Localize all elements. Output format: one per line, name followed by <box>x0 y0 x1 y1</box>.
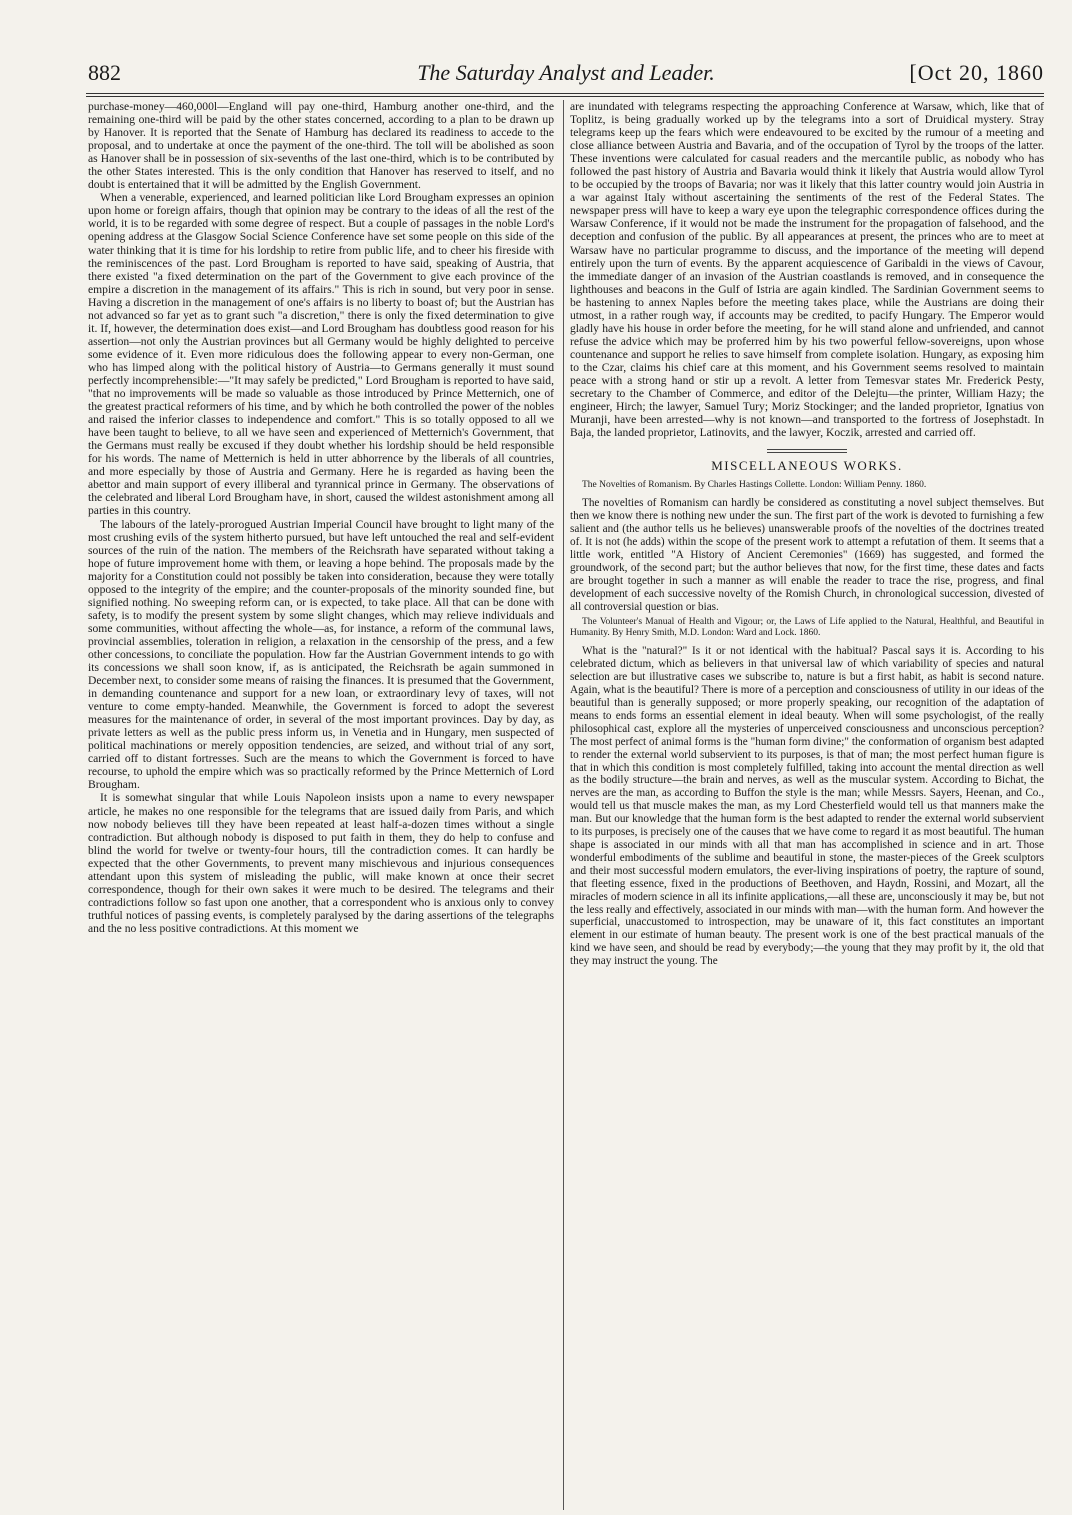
column-divider <box>563 100 564 1510</box>
paragraph: The labours of the lately-prorogued Austrian Imperial Council have brought to light many of the most crushing evils of the system hitherto pursued, but have left untouched the real and self-evident sources of the ruin of the nation. The members of the Reichsrath have separated without taking a hope of future improvement home with them, or leaving a hope behind. The proposals made by the majority for a Constitution could not possibly be taken into consideration, because they were totally opposed to the integrity of the empire; and the counter-proposals of the minority sounded fine, but signified nothing. No sweeping reform can, or is expected, to take place. All that can be done with safety, is to modify the present system by some slight changes, which may relieve individuals and some communities, without affecting the whole—as, for instance, a reform of the communal laws, provincial assemblies, toleration in religion, a relaxation in the censorship of the press, and a few other concessions, to conciliate the population. How far the Austrian Government intends to go with its concessions we shall soon know, if, as is anticipated, the Reichsrath be again summoned in December next, to consider some means of raising the finances. It is presumed that the Government, in demanding countenance and support for a new loan, or extraordinary levy of taxes, will not venture to come empty-handed. Meanwhile, the Government is forced to adopt the severest measures for the maintenance of order, in several of the most important provinces. Day by day, as private letters as well as the public press inform us, in Venetia and in Hungary, men suspected of political machinations or merely opposition tendencies, are seized, and without trial of any sort, carried off to distant fortresses. Such are the means to which the Government is forced to have recourse, to uphold the empire which was so practically reformed by the Prince Metternich of Lord Brougham. <box>88 517 554 792</box>
header-rule <box>86 93 1044 94</box>
paragraph: It is somewhat singular that while Louis Napoleon insists upon a name to every newspaper article, he makes no one responsible for the telegrams that are issued daily from Paris, and which now nobody believes till they have been repeated at least half-a-dozen times without a single contradiction. But although nobody is disposed to put faith in them, they do help to confuse and blind the world for twelve or twenty-four hours, till the contradiction comes. It can hardly be expected that the other Governments, to prevent many mischievous and injurious consequences attendant upon this system of misleading the public, will make known at once their secret correspondence, though for their own sakes it were much to be desired. The telegrams and their contradictions follow so fast upon one another, that a correspondent who is anxious only to convey truthful notices of passing events, is completely paralysed by the daring assertions of the telegraphs and the no less positive contradictions. At this moment we <box>88 791 554 935</box>
paragraph: purchase-money—460,000l—England will pay one-third, Hamburg another one-third, and the remaining one-third will be paid by the other states concerned, according to a plan to be drawn up by Hanover. It is reported that the Senate of Hamburg has declared its readiness to accede to the proposal, and to undertake at once the payment of the one-third. The toll will be abolished as soon as Hanover shall be in possession of six-sevenths of the last one-third, which is to be contributed by the other States interested. This is the only condition that Hanover has reserved to itself, and no doubt is entertained that it will be admitted by the English Government. <box>88 100 554 192</box>
page-number: 882 <box>88 60 121 85</box>
review-heading: The Novelties of Romanism. By Charles Hastings Collette. London: William Penny. 1860. <box>582 480 927 491</box>
section-title: MISCELLANEOUS WORKS. <box>711 458 903 474</box>
page-header <box>88 58 1044 90</box>
section-divider <box>767 449 847 453</box>
issue-date: [Oct 20, 1860 <box>909 60 1044 85</box>
paragraph: are inundated with telegrams respecting the approaching Conference at Warsaw, which, like that of Toplitz, is being gradually worked up by the telegrams into a sort of Druidical mystery. Stray telegrams keep up the fears which were endeavoured to be excited by the rumour of a meeting and close alliance between Austria and Bavaria, and of the occupation of Tyrol by the troops of the latter. These inventions were calculated for casual readers and the mercantile public, as nobody who has followed the past history of Austria and Bavaria would think it likely that Austria would allow Tyrol to be occupied by the troops of Bavaria; nor was it likely that this latter country would join Austria in a war against Italy without ascertaining the sentiments of the rest of the Federal States. The newspaper press will have to keep a wary eye upon the telegraphic correspondence offices during the Warsaw Conference, if it would not be made the instrument for the propagation of falsehood, and the deception and confusion of the public. By all appearances at present, the princes who are to meet at Warsaw have no particular programme to discuss, and the importance of the meeting will depend entirely upon the turn of events. By the apparent acquiescence of Garibaldi in the views of Cavour, the immediate danger of an invasion of the Austrian coastlands is removed, and in consequence the lighthouses and beacons in the Gulf of Istria are again kindled. The Sardinian Government seems to be hastening to annex Naples before the meeting takes place, while the Austrians are doing their utmost, in a rather rough way, if accounts may be credited, to pacify Hungary. The Emperor would gladly have his house in order before the meeting, for he will stand alone and unfriended, and cannot refuse the advice which may be proferred him by his two powerful fellow-sovereigns, upon whose countenance and support he relies to save himself from complete isolation. Hungary, as exposing him to the Czar, claims his chief care at this moment, and his Government seems resolved to maintain peace with a strong hand or stir up a revolt. A letter from Temesvar states Mr. Frederick Pesty, secretary to the Chamber of Commerce, and editor of the Delejtu—the printer, William Hazy; the engineer, Hirch; the lawyer, Samuel Tury; Moriz Stockinger; and the landed proprietor, Ignatius von Muranji, have been arrested—why is not known—and transported to the fortress of Josephstadt. In Baja, the landed proprietor, Latinovits, and the lawyer, Koczik, arrested and carried off. <box>570 100 1044 440</box>
review-body: What is the "natural?" Is it or not identical with the habitual? Pascal says it is. According to his celebrated dictum, which as believers in that universal law of which variability of species and natural selection are but illustrative cases we subscribe to, nature is but a first habit, as habit is second nature. Again, what is the beautiful? There is more of a perception and consciousness of utility in our ideas of the beautiful than is generally supposed; or more properly speaking, our recognition of the adaptation of means to ends forms an essential element in ideal beauty. When will some psychologist, of the really philosophical cast, explore all the mysteries of unperceived consciousness and unconscious perception? The most perfect of animal forms is the "human form divine;" the conformation of organism best adapted to render the external world subservient to its purposes, is that of man; the most perfect human figure is that in which this condition is most completely fulfilled, taking into account the mental direction as well as the bodily structure—the brain and nerves, as well as the muscular system. According to Bichat, the nerves are the man, as according to Buffon the style is the man; while Messrs. Sayers, Heenan, and Co., would tell us that muscle makes the man, as my Lord Chesterfield would tell us that manners make the man. But our knowledge that the human form is the best adapted to render the external world subservient to its purposes, is precisely one of the causes that we have come to regard it as most beautiful. The human shape is associated in our minds with all that man has accomplished in science and in art. Those wonderful embodiments of the sublime and beautiful in stone, the master-pieces of the Greek sculptors and their most successful modern emulators, the ever-living inspirations of poetry, the rapture of sound, that fleeting essence, fixed in the productions of Beethoven, and Haydn, Rossini, and Mozart, all the miracles of modern science in all its infinite applications,—all these are, unconsciously it may be, but not the less really and effectively, associated in our minds with man—with the human form. And however the superficial, unaccustomed to introspection, may be unaware of it, this fact constitutes an important element in our estimate of human beauty. The present work is one of the best practical manuals of the kind we have seen, and should be read by everybody;—the young that they may profit by it, the old that they may instruct the young. The <box>570 645 1044 968</box>
review-heading: The Volunteer's Manual of Health and Vigour; or, the Laws of Life applied to the Natural, Healthful, and Beautiful in Humanity. By Henry Smith, M.D. London: Ward and Lock. 1860. <box>570 617 1044 639</box>
review-body: The novelties of Romanism can hardly be considered as constituting a novel subject themselves. But then we know there is nothing new under the sun. The first part of the work is devoted to furnishing a few salient and (the author tells us he believes) unanswerable proofs of the novelties of the doctrines treated of. It is not (he adds) within the scope of the present work to attempt a refutation of them. It seems that a little work, entitled "A History of Ancient Ceremonies" (1669) has suggested, and formed the groundwork, of the second part; but the author believes that now, for the first time, these dates and facts are brought together in such a manner as will enable the reader to trace the rise, progress, and final development of each successive novelty of the Romish Church, in chronological succession, divested of all controversial question or bias. <box>570 497 1044 613</box>
paragraph: When a venerable, experienced, and learned politician like Lord Brougham expresses an opinion upon home or foreign affairs, though that opinion may be contrary to the ideas of all the rest of the world, it is to be regarded with some degree of respect. But a couple of passages in the noble Lord's opening address at the Glasgow Social Science Conference have set some people on this side of the water thinking that it is time for his lordship to retire from public life, and to cheer his fireside with the reminiscences of the past. Lord Brougham is reported to have said, speaking of Austria, that there existed "a fixed determination on the part of the Government to give each province of the empire a discretion in the management of its affairs." This is rich in sound, but very poor in sense. Having a discretion in the management of one's affairs is no liberty to boast of; but the Austrian has not advanced so far yet as to grant such "a discretion," there is only the fixed determination to give it. If, however, the determination does exist—and Lord Brougham has doubtless good reason for his assertion—not only the Austrian provinces but all Germany would be highly delighted to perceive some evidence of it. Even more ridiculous does the following appear to every non-German, one who has limped along with the political history of Austria—to Germans generally it must sound perfectly incomprehensible:—"It may safely be predicted," Lord Brougham is reported to have said, "that no improvements will be made so valuable as those introduced by Prince Metternich, one of the greatest practical reformers of his time, and by which he both controlled the power of the nobles and raised the inferior classes to independence and comfort." This is so totally opposed to all we have been taught to believe, to all we have seen and experienced of Metternich's Government, that the Germans must really be excused if they doubt whether his lordship should be held responsible for his words. The name of Metternich is held in utter abhorrence by the liberals of all countries, and more especially by those of Austria and Germany. Here he is regarded as having been the abettor and main support of every illiberal and tyrannical prince in Germany. The observations of the celebrated and liberal Lord Brougham have, in short, caused the wildest astonishment among all parties in this country. <box>88 191 554 518</box>
right-column <box>570 100 1044 968</box>
header-rule-double <box>86 96 1044 97</box>
left-column <box>88 100 554 935</box>
publication-title: The Saturday Analyst and Leader. <box>417 60 715 85</box>
